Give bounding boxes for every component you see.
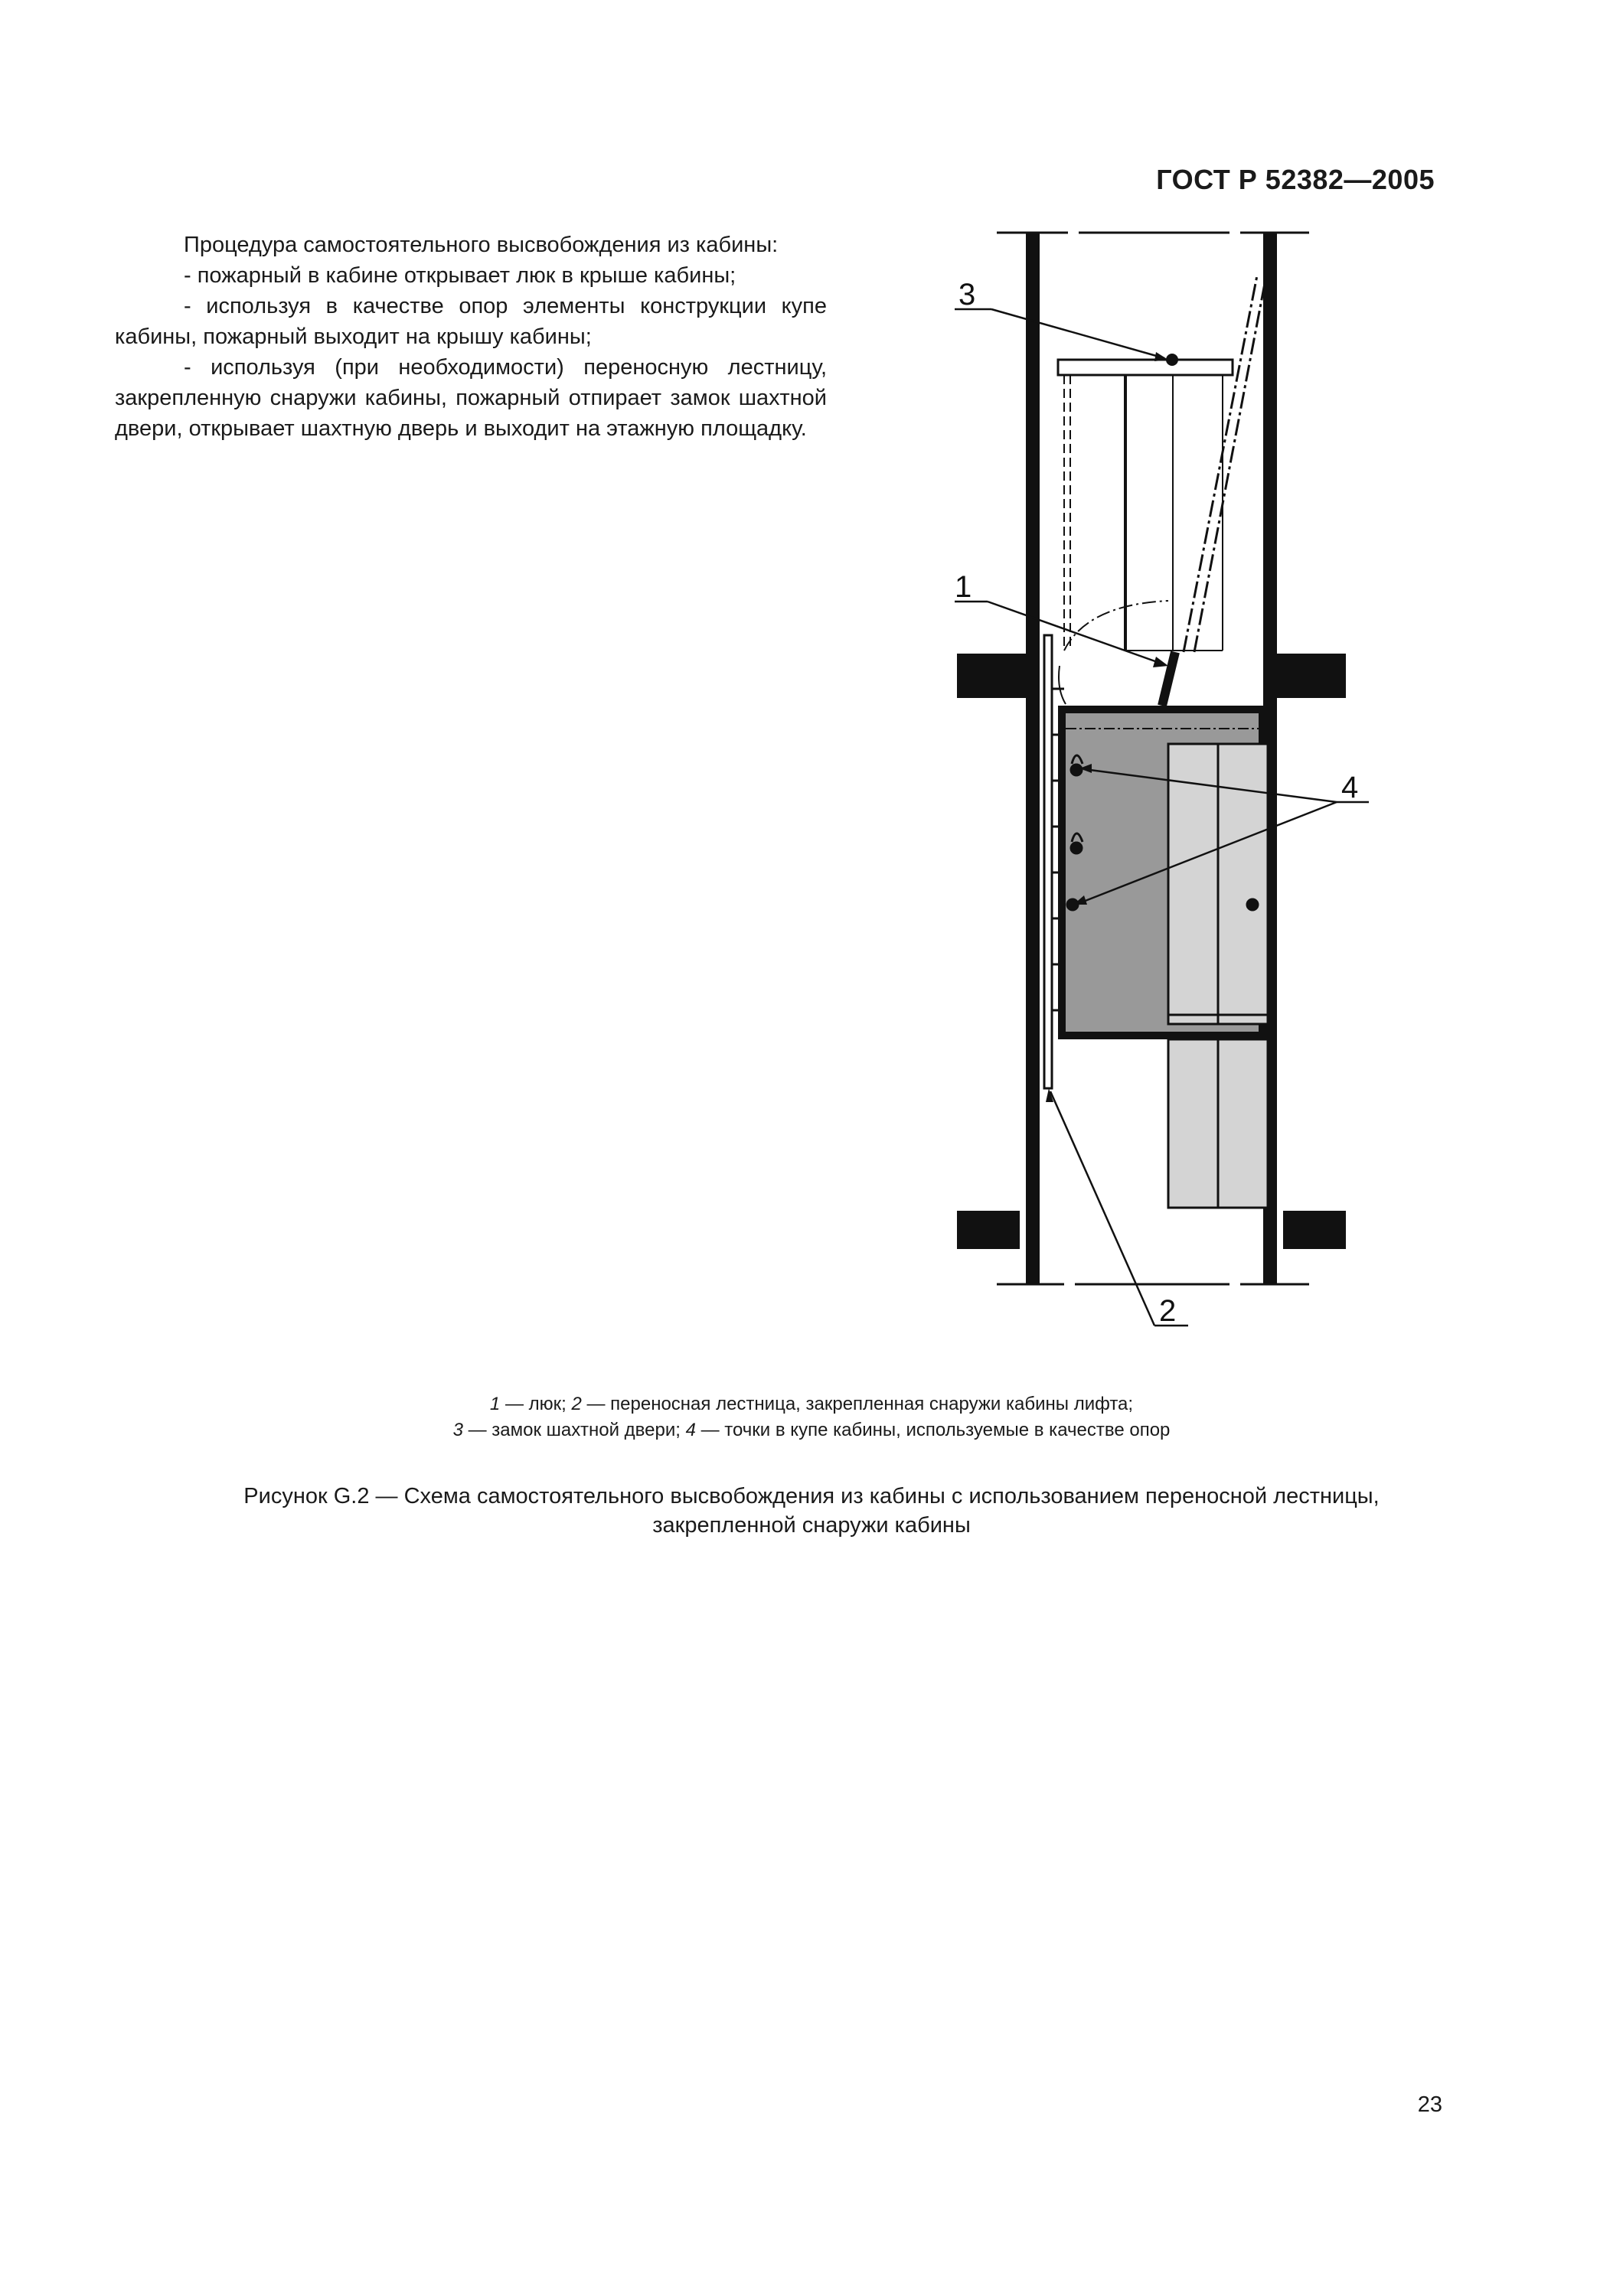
callout-2: 2 (1159, 1294, 1177, 1328)
legend-line-1 (0, 1391, 1623, 1417)
callout-3: 3 (958, 278, 976, 311)
elevator-shaft-diagram (942, 214, 1401, 1339)
hatch (1162, 652, 1175, 706)
upper-shaft-door (1058, 354, 1233, 651)
leaning-frame (1184, 276, 1266, 652)
caption-line-2: закрепленной снаружи кабины (652, 1513, 971, 1538)
procedure-step-3: - используя (при необходимости) переносную лестницу, закрепленную снаружи кабины, пожарный отпирает замок шахтной двери, открывает шахтную дверь и выходит на этажную площадку. (115, 355, 827, 441)
procedure-step-2: - используя в качестве опор элементы конструкции купе кабины, пожарный выходит на крышу кабины; (115, 294, 827, 349)
document-code: ГОСТ Р 52382—2005 (1156, 164, 1435, 195)
legend-text-2: — переносная лестница, закрепленная снаружи кабины лифта; (581, 1394, 1134, 1414)
procedure-step-1: - пожарный в кабине открывает люк в крыше кабины; (184, 263, 736, 288)
legend-key-2: 2 (571, 1394, 582, 1414)
callout-4: 4 (1341, 771, 1359, 804)
legend-text-1: — люк; (500, 1394, 572, 1414)
procedure-intro: Процедура самостоятельного высвобождения из кабины: (184, 233, 779, 257)
hatch-swing-arc (1064, 601, 1168, 651)
page-number: 23 (1417, 2092, 1442, 2117)
figure-legend (0, 1391, 1623, 1443)
legend-line-2 (0, 1417, 1623, 1443)
legend-key-1: 1 (489, 1394, 501, 1414)
callout-1: 1 (955, 570, 972, 604)
legend-key-4: 4 (685, 1420, 696, 1440)
shaft-wall-left (1026, 233, 1040, 1284)
legend-key-3: 3 (452, 1420, 463, 1440)
legend-text-3: — замок шахтной двери; (462, 1420, 686, 1440)
procedure-text (115, 230, 827, 444)
figure-caption (0, 1482, 1623, 1540)
caption-line-1: Рисунок G.2 — Схема самостоятельного высвобождения из кабины с использованием переносной лестницы, (243, 1484, 1380, 1508)
legend-text-4: — точки в купе кабины, используемые в качестве опор (695, 1420, 1171, 1440)
